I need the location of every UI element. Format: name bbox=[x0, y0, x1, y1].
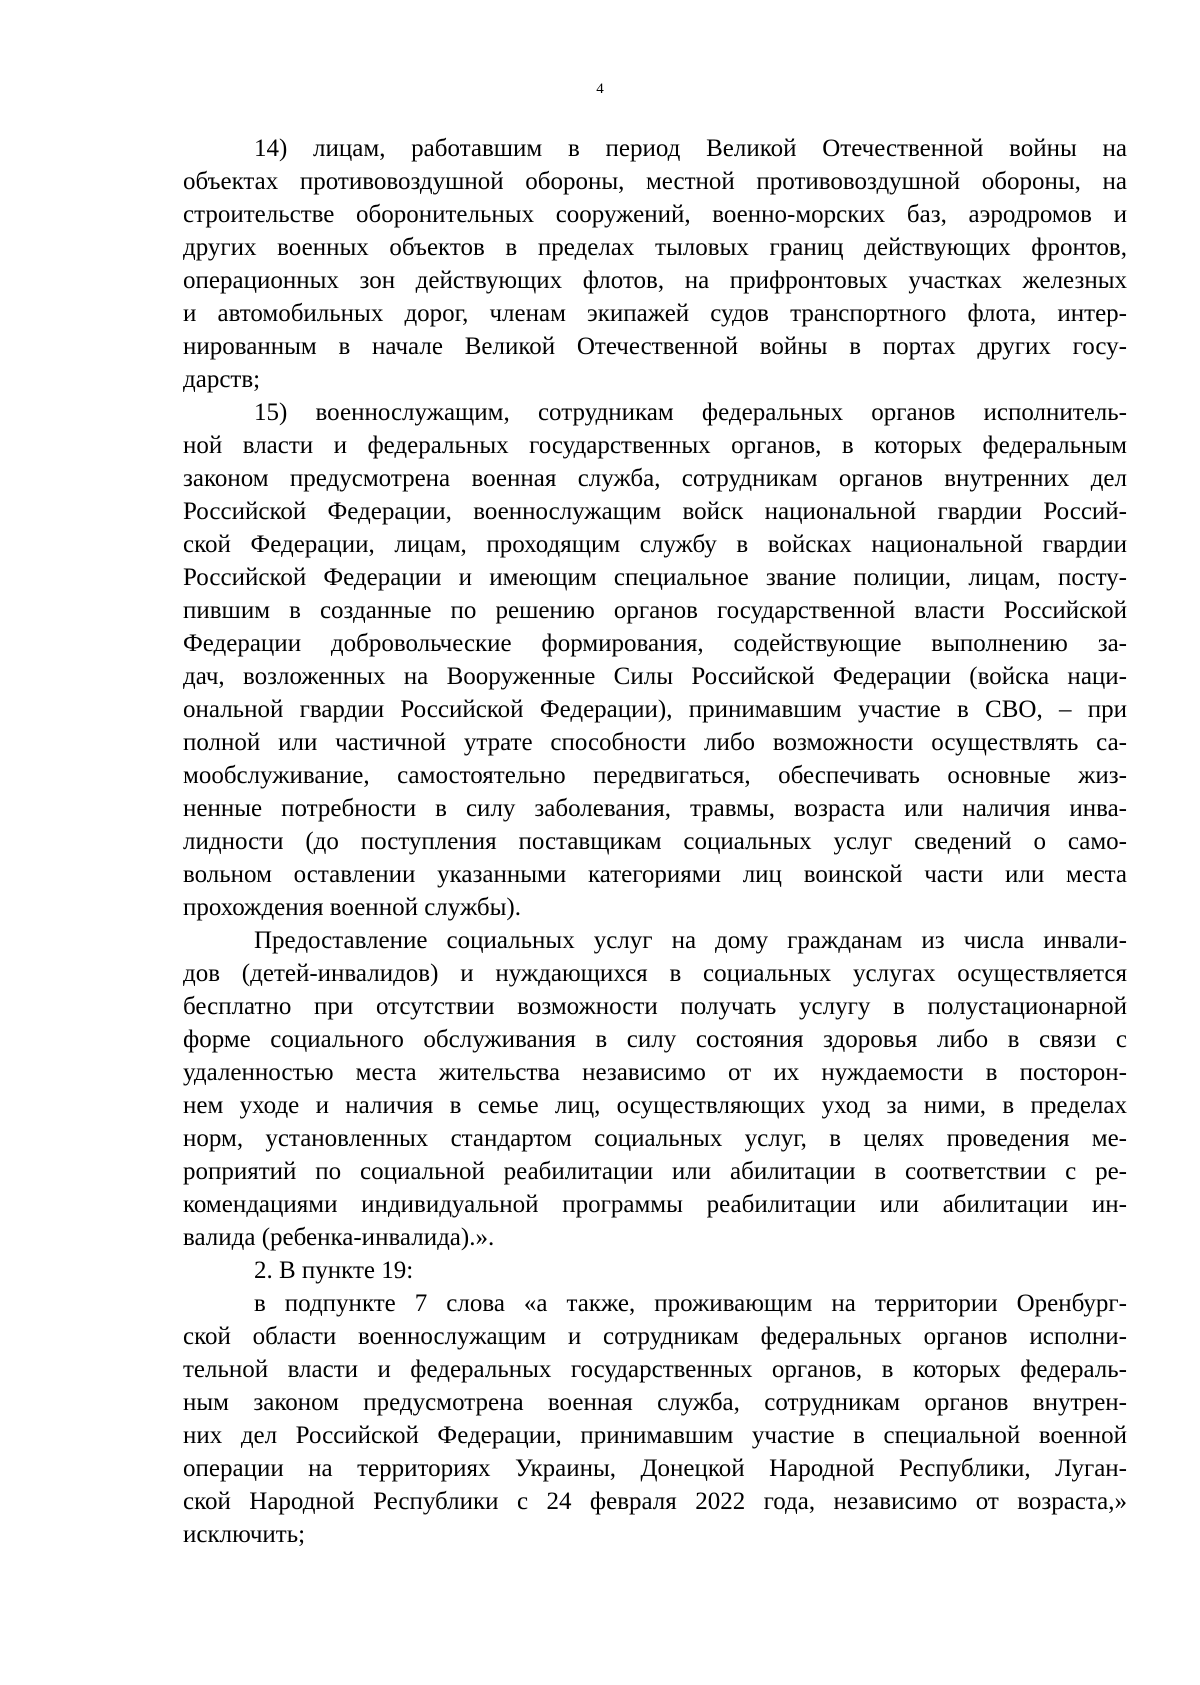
text-line: мообслуживание, самостоятельно передвигаться, обеспечивать основные жиз- bbox=[183, 762, 1127, 789]
text-line: вольном оставлении указанными категориями лиц воинской части или места bbox=[183, 861, 1127, 888]
text-line: Предоставление социальных услуг на дому гражданам из числа инвали- bbox=[254, 927, 1127, 954]
text-line: Российской Федерации и имеющим специальное звание полиции, лицам, посту- bbox=[183, 564, 1127, 591]
text-line: комендациями индивидуальной программы реабилитации или абилитации ин- bbox=[183, 1191, 1127, 1218]
text-line: ональной гвардии Российской Федерации), принимавшим участие в СВО, – при bbox=[183, 696, 1127, 723]
text-line: нированным в начале Великой Отечественной войны в портах других госу- bbox=[183, 333, 1127, 360]
text-line: операции на территориях Украины, Донецкой Народной Республики, Луган- bbox=[183, 1455, 1127, 1482]
text-line: нем уходе и наличия в семье лиц, осуществляющих уход за ними, в пределах bbox=[183, 1092, 1127, 1119]
text-line: прохождения военной службы). bbox=[183, 894, 521, 921]
text-line: исключить; bbox=[183, 1521, 306, 1548]
text-line: в подпункте 7 слова «а также, проживающим на территории Оренбург- bbox=[254, 1290, 1127, 1317]
text-line: лидности (до поступления поставщикам социальных услуг сведений о само- bbox=[183, 828, 1127, 855]
text-line: тельной власти и федеральных государственных органов, в которых федераль- bbox=[183, 1356, 1127, 1383]
paragraph bbox=[183, 1287, 1127, 1551]
text-line: дов (детей-инвалидов) и нуждающихся в социальных услугах осуществляется bbox=[183, 960, 1127, 987]
text-line: дач, возложенных на Вооруженные Силы Российской Федерации (войска наци- bbox=[183, 663, 1127, 690]
text-line: операционных зон действующих флотов, на прифронтовых участках железных bbox=[183, 267, 1127, 294]
text-line: 15) военнослужащим, сотрудникам федеральных органов исполнитель- bbox=[254, 399, 1127, 426]
text-line: ненные потребности в силу заболевания, травмы, возраста или наличия инва- bbox=[183, 795, 1127, 822]
text-line: других военных объектов в пределах тыловых границ действующих фронтов, bbox=[183, 234, 1127, 261]
text-line: объектах противовоздушной обороны, местной противовоздушной обороны, на bbox=[183, 168, 1127, 195]
paragraph bbox=[183, 1254, 1127, 1287]
text-line: ным законом предусмотрена военная служба, сотрудникам органов внутрен- bbox=[183, 1389, 1127, 1416]
text-line: валида (ребенка-инвалида).». bbox=[183, 1224, 495, 1251]
text-line: Федерации добровольческие формирования, содействующие выполнению за- bbox=[183, 630, 1127, 657]
text-line: законом предусмотрена военная служба, сотрудникам органов внутренних дел bbox=[183, 465, 1127, 492]
document-body bbox=[183, 132, 1127, 1551]
text-line: 2. В пункте 19: bbox=[254, 1257, 414, 1284]
text-line: пившим в созданные по решению органов государственной власти Российской bbox=[183, 597, 1127, 624]
text-line: Российской Федерации, военнослужащим войск национальной гвардии Россий- bbox=[183, 498, 1127, 525]
text-line: удаленностью места жительства независимо от их нуждаемости в посторон- bbox=[183, 1059, 1127, 1086]
text-line: полной или частичной утрате способности либо возможности осуществлять са- bbox=[183, 729, 1127, 756]
text-line: ной власти и федеральных государственных органов, в которых федеральным bbox=[183, 432, 1127, 459]
page-number: 4 bbox=[596, 81, 604, 97]
text-line: норм, установленных стандартом социальных услуг, в целях проведения ме- bbox=[183, 1125, 1127, 1152]
paragraph bbox=[183, 396, 1127, 924]
text-line: бесплатно при отсутствии возможности получать услугу в полустационарной bbox=[183, 993, 1127, 1020]
text-line: 14) лицам, работавшим в период Великой Отечественной войны на bbox=[254, 135, 1127, 162]
paragraph bbox=[183, 924, 1127, 1254]
text-line: строительстве оборонительных сооружений, военно-морских баз, аэродромов и bbox=[183, 201, 1127, 228]
text-line: них дел Российской Федерации, принимавшим участие в специальной военной bbox=[183, 1422, 1127, 1449]
paragraph bbox=[183, 132, 1127, 396]
text-line: дарств; bbox=[183, 366, 261, 393]
text-line: ской Народной Республики с 24 февраля 2022 года, независимо от возраста,» bbox=[183, 1488, 1127, 1515]
text-line: форме социального обслуживания в силу состояния здоровья либо в связи с bbox=[183, 1026, 1127, 1053]
text-line: роприятий по социальной реабилитации или абилитации в соответствии с ре- bbox=[183, 1158, 1127, 1185]
text-line: и автомобильных дорог, членам экипажей судов транспортного флота, интер- bbox=[183, 300, 1127, 327]
text-line: ской Федерации, лицам, проходящим службу в войсках национальной гвардии bbox=[183, 531, 1127, 558]
text-line: ской области военнослужащим и сотрудникам федеральных органов исполни- bbox=[183, 1323, 1127, 1350]
